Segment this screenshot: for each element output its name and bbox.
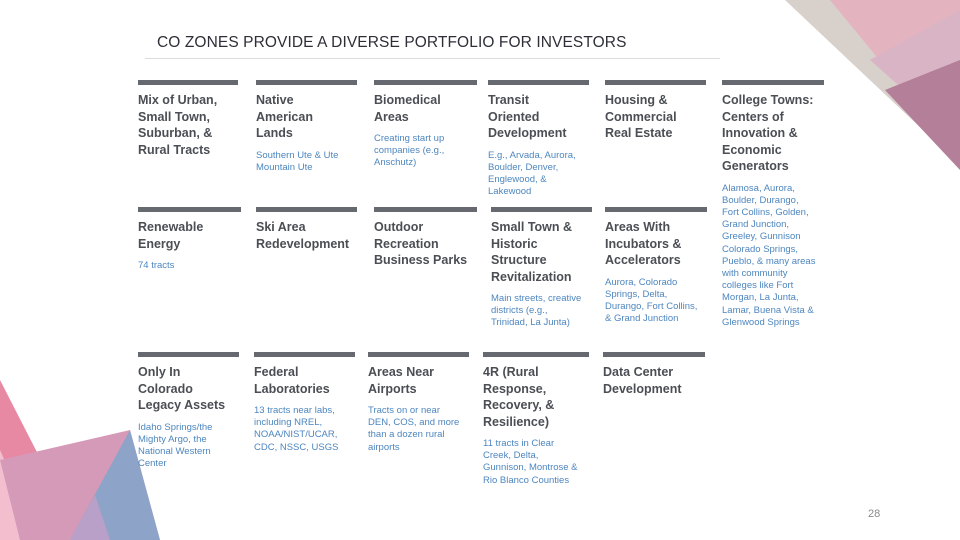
zone-card — [483, 352, 589, 487]
card-description: Aurora, Colorado Springs, Delta, Durango, Fort Collins, & Grand Junction — [605, 276, 698, 325]
card-description: Tracts on or near DEN, COS, and more than a dozen rural airports — [368, 405, 460, 453]
card-heading: 4R (Rural Response, Recovery, & Resilience) — [483, 365, 555, 429]
zone-card — [605, 80, 706, 150]
card-bar — [374, 207, 477, 212]
card-description: 74 tracts — [138, 260, 175, 271]
card-heading: Housing & Commercial Real Estate — [605, 93, 677, 140]
card-heading: Data Center Development — [603, 365, 682, 396]
zone-card — [722, 80, 824, 329]
zone-card — [374, 207, 477, 277]
card-bar — [483, 352, 589, 357]
card-description: 11 tracts in Clear Creek, Delta, Gunnison, Montrose & Rio Blanco Counties — [483, 438, 578, 486]
card-bar — [603, 352, 705, 357]
card-heading: Renewable Energy — [138, 220, 204, 251]
card-heading: Areas With Incubators & Accelerators — [605, 220, 682, 267]
card-description: Main streets, creative districts (e.g., Trinidad, La Junta) — [491, 293, 582, 329]
card-heading: Only In Colorado Legacy Assets — [138, 365, 226, 412]
card-bar — [254, 352, 355, 357]
card-bar — [138, 80, 238, 85]
zone-card — [138, 352, 239, 470]
card-bar — [488, 80, 589, 85]
card-heading: Mix of Urban, Small Town, Suburban, & Rural Tracts — [138, 93, 218, 157]
card-heading: Native American Lands — [256, 93, 313, 140]
card-heading: College Towns: Centers of Innovation & Economic Generators — [722, 93, 814, 173]
card-heading: Biomedical Areas — [374, 93, 441, 124]
card-description: 13 tracts near labs, including NREL, NOAA/NIST/UCAR, CDC, NSSC, USGS — [254, 405, 339, 453]
card-bar — [256, 80, 357, 85]
card-description: E.g., Arvada, Aurora, Boulder, Denver, Englewood, & Lakewood — [488, 149, 576, 198]
title-divider — [145, 58, 720, 59]
card-bar — [256, 207, 357, 212]
card-description: Alamosa, Aurora, Boulder, Durango, Fort Collins, Golden, Grand Junction, Greeley, Gunnison Colorado Springs, Pueblo, & many areas with community colleges like Fort Morgan, La Junta, Lamar, Buena Vista & Glenwood Springs — [722, 182, 816, 328]
zone-card — [491, 207, 592, 330]
zone-card — [605, 207, 707, 325]
zone-card — [603, 352, 705, 405]
page-number: 28 — [868, 508, 881, 520]
zone-card — [138, 80, 238, 166]
card-heading: Outdoor Recreation Business Parks — [374, 220, 468, 267]
card-bar — [605, 207, 707, 212]
zone-card — [256, 207, 357, 260]
card-bar — [138, 207, 241, 212]
card-heading: Federal Laboratories — [254, 365, 330, 396]
zone-card — [374, 80, 477, 170]
card-description: Creating start up companies (e.g., Anschutz) — [374, 133, 445, 169]
card-description: Southern Ute & Ute Mountain Ute — [256, 149, 339, 173]
card-bar — [374, 80, 477, 85]
card-description: Idaho Springs/the Mighty Argo, the National Western Center — [138, 421, 213, 470]
card-heading: Small Town & Historic Structure Revitalization — [491, 220, 573, 284]
zone-card — [256, 80, 357, 174]
card-bar — [138, 352, 239, 357]
slide-title: CO ZONES PROVIDE A DIVERSE PORTFOLIO FOR INVESTORS — [157, 34, 627, 51]
card-heading: Transit Oriented Development — [488, 93, 567, 140]
card-bar — [722, 80, 824, 85]
card-bar — [491, 207, 592, 212]
card-heading: Areas Near Airports — [368, 365, 435, 396]
zone-card — [488, 80, 589, 198]
zone-card — [254, 352, 355, 454]
card-heading: Ski Area Redevelopment — [256, 220, 350, 251]
card-bar — [605, 80, 706, 85]
zone-card — [368, 352, 469, 454]
zone-card — [138, 207, 241, 272]
card-bar — [368, 352, 469, 357]
